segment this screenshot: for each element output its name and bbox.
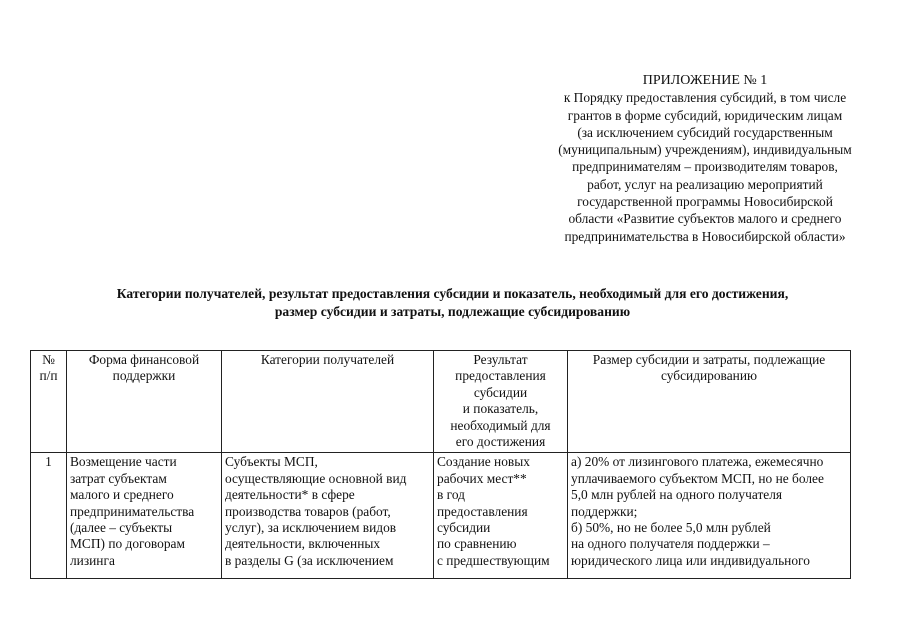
header-number: № п/п bbox=[31, 351, 67, 453]
document-heading bbox=[40, 285, 865, 321]
header-subsidy-amount: Размер субсидии и затраты, подлежащие субсидированию bbox=[568, 351, 851, 453]
cell-support-form: Возмещение части затрат субъектам малого и среднего предпринимательства (далее – субъекты МСП) по договорам лизинга bbox=[67, 453, 222, 579]
table-row bbox=[31, 453, 851, 579]
appendix-title: ПРИЛОЖЕНИЕ № 1 bbox=[642, 73, 768, 88]
cell-subsidy-amount: а) 20% от лизингового платежа, ежемесячно уплачиваемого субъектом МСП, но не более 5,0 млн рублей на одного получателя поддержки; б) 50%, но не более 5,0 млн рублей на одного получателя поддержки – юридического лица или индивидуального bbox=[568, 453, 851, 579]
appendix-line: предпринимательства в Новосибирской области» bbox=[564, 228, 846, 244]
appendix-line: области «Развитие субъектов малого и среднего bbox=[568, 211, 842, 227]
appendix-line: к Порядку предоставления субсидий, в том числе bbox=[563, 90, 847, 106]
header-recipient-categories: Категории получателей bbox=[222, 351, 434, 453]
appendix-line: (за исключением субсидий государственным bbox=[577, 124, 833, 140]
header-support-form: Форма финансовой поддержки bbox=[67, 351, 222, 453]
appendix-line: государственной программы Новосибирской bbox=[577, 194, 833, 210]
appendix-line: предпринимателям – производителям товаров, bbox=[572, 159, 838, 175]
heading-line-2: размер субсидии и затраты, подлежащие субсидированию bbox=[274, 304, 631, 319]
heading-line-1: Категории получателей, результат предоставления субсидии и показатель, необходимый для его достижения, bbox=[116, 286, 789, 301]
appendix-line: (муниципальным) учреждениям), индивидуальным bbox=[558, 142, 852, 158]
cell-result-indicator: Создание новых рабочих мест** в год предоставления субсидии по сравнению с предшествующим bbox=[434, 453, 568, 579]
header-result-indicator: Результат предоставления субсидии и показатель, необходимый для его достижения bbox=[434, 351, 568, 453]
appendix-block bbox=[520, 72, 890, 245]
cell-recipient-categories: Субъекты МСП, осуществляющие основной вид деятельности* в сфере производства товаров (работ, услуг), за исключением видов деятельности, включенных в разделы G (за исключением bbox=[222, 453, 434, 579]
table-header-row bbox=[31, 351, 851, 453]
subsidy-table bbox=[30, 350, 851, 579]
appendix-line: работ, услуг на реализацию мероприятий bbox=[587, 176, 823, 192]
appendix-line: грантов в форме субсидий, юридическим лицам bbox=[567, 107, 843, 123]
cell-number: 1 bbox=[31, 453, 67, 579]
